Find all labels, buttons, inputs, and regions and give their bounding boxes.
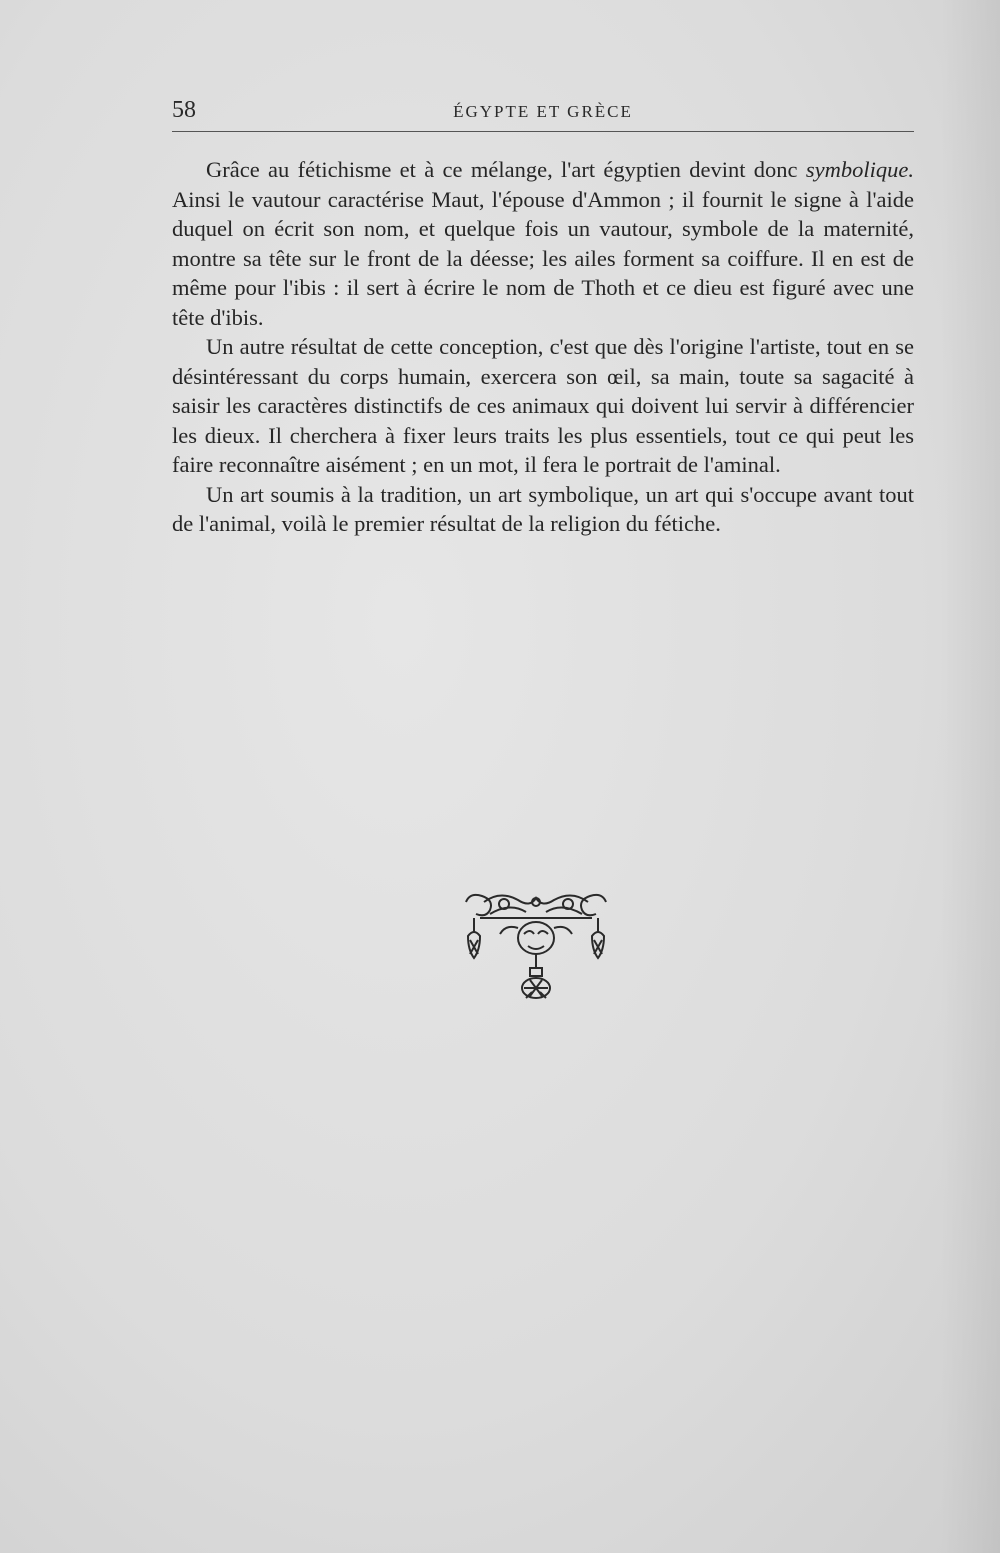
- paragraph-1-text-b: Ainsi le vautour caractérise Maut, l'épouse d'Ammon ; il fournit le signe à l'aide duquel on écrit son nom, et quelque fois un vautour, symbole de la maternité, montre sa tête sur le front de la déesse; les ailes forment sa coiffure. Il en est de même pour l'ibis : il sert à écrire le nom de Thoth et ce dieu est figuré avec une tête d'ibis.: [172, 186, 914, 330]
- page-edge-shadow: [940, 0, 1000, 1553]
- paragraph-1-italic: symbolique.: [805, 157, 914, 182]
- page-header: [172, 96, 914, 130]
- page-number: 58: [172, 97, 196, 123]
- paragraph-1-text-a: Grâce au fétichisme et à ce mélange, l'art égyptien devint donc: [206, 157, 806, 182]
- paragraph-1: [172, 155, 914, 332]
- paragraph-3: Un art soumis à la tradition, un art symbolique, un art qui s'occupe avant tout de l'animal, voilà le premier résultat de la religion du fétiche.: [172, 481, 914, 536]
- running-title: ÉGYPTE ET GRÈCE: [453, 102, 633, 121]
- header-rule: [172, 131, 914, 132]
- paragraph-2: Un autre résultat de cette conception, c'est que dès l'origine l'artiste, tout en se désintéressant du corps humain, exercera son œil, sa main, toute sa sagacité à saisir les caractères distinctifs de ces animaux qui doivent lui servir à différencier les dieux. Il cherchera à fixer leurs traits les plus essentiels, tout ce qui peut les faire reconnaître aisément ; en un mot, il fera le portrait de l'aminal.: [172, 334, 914, 477]
- body-text: [172, 155, 914, 539]
- cul-de-lampe-ornament-icon: [460, 888, 612, 1008]
